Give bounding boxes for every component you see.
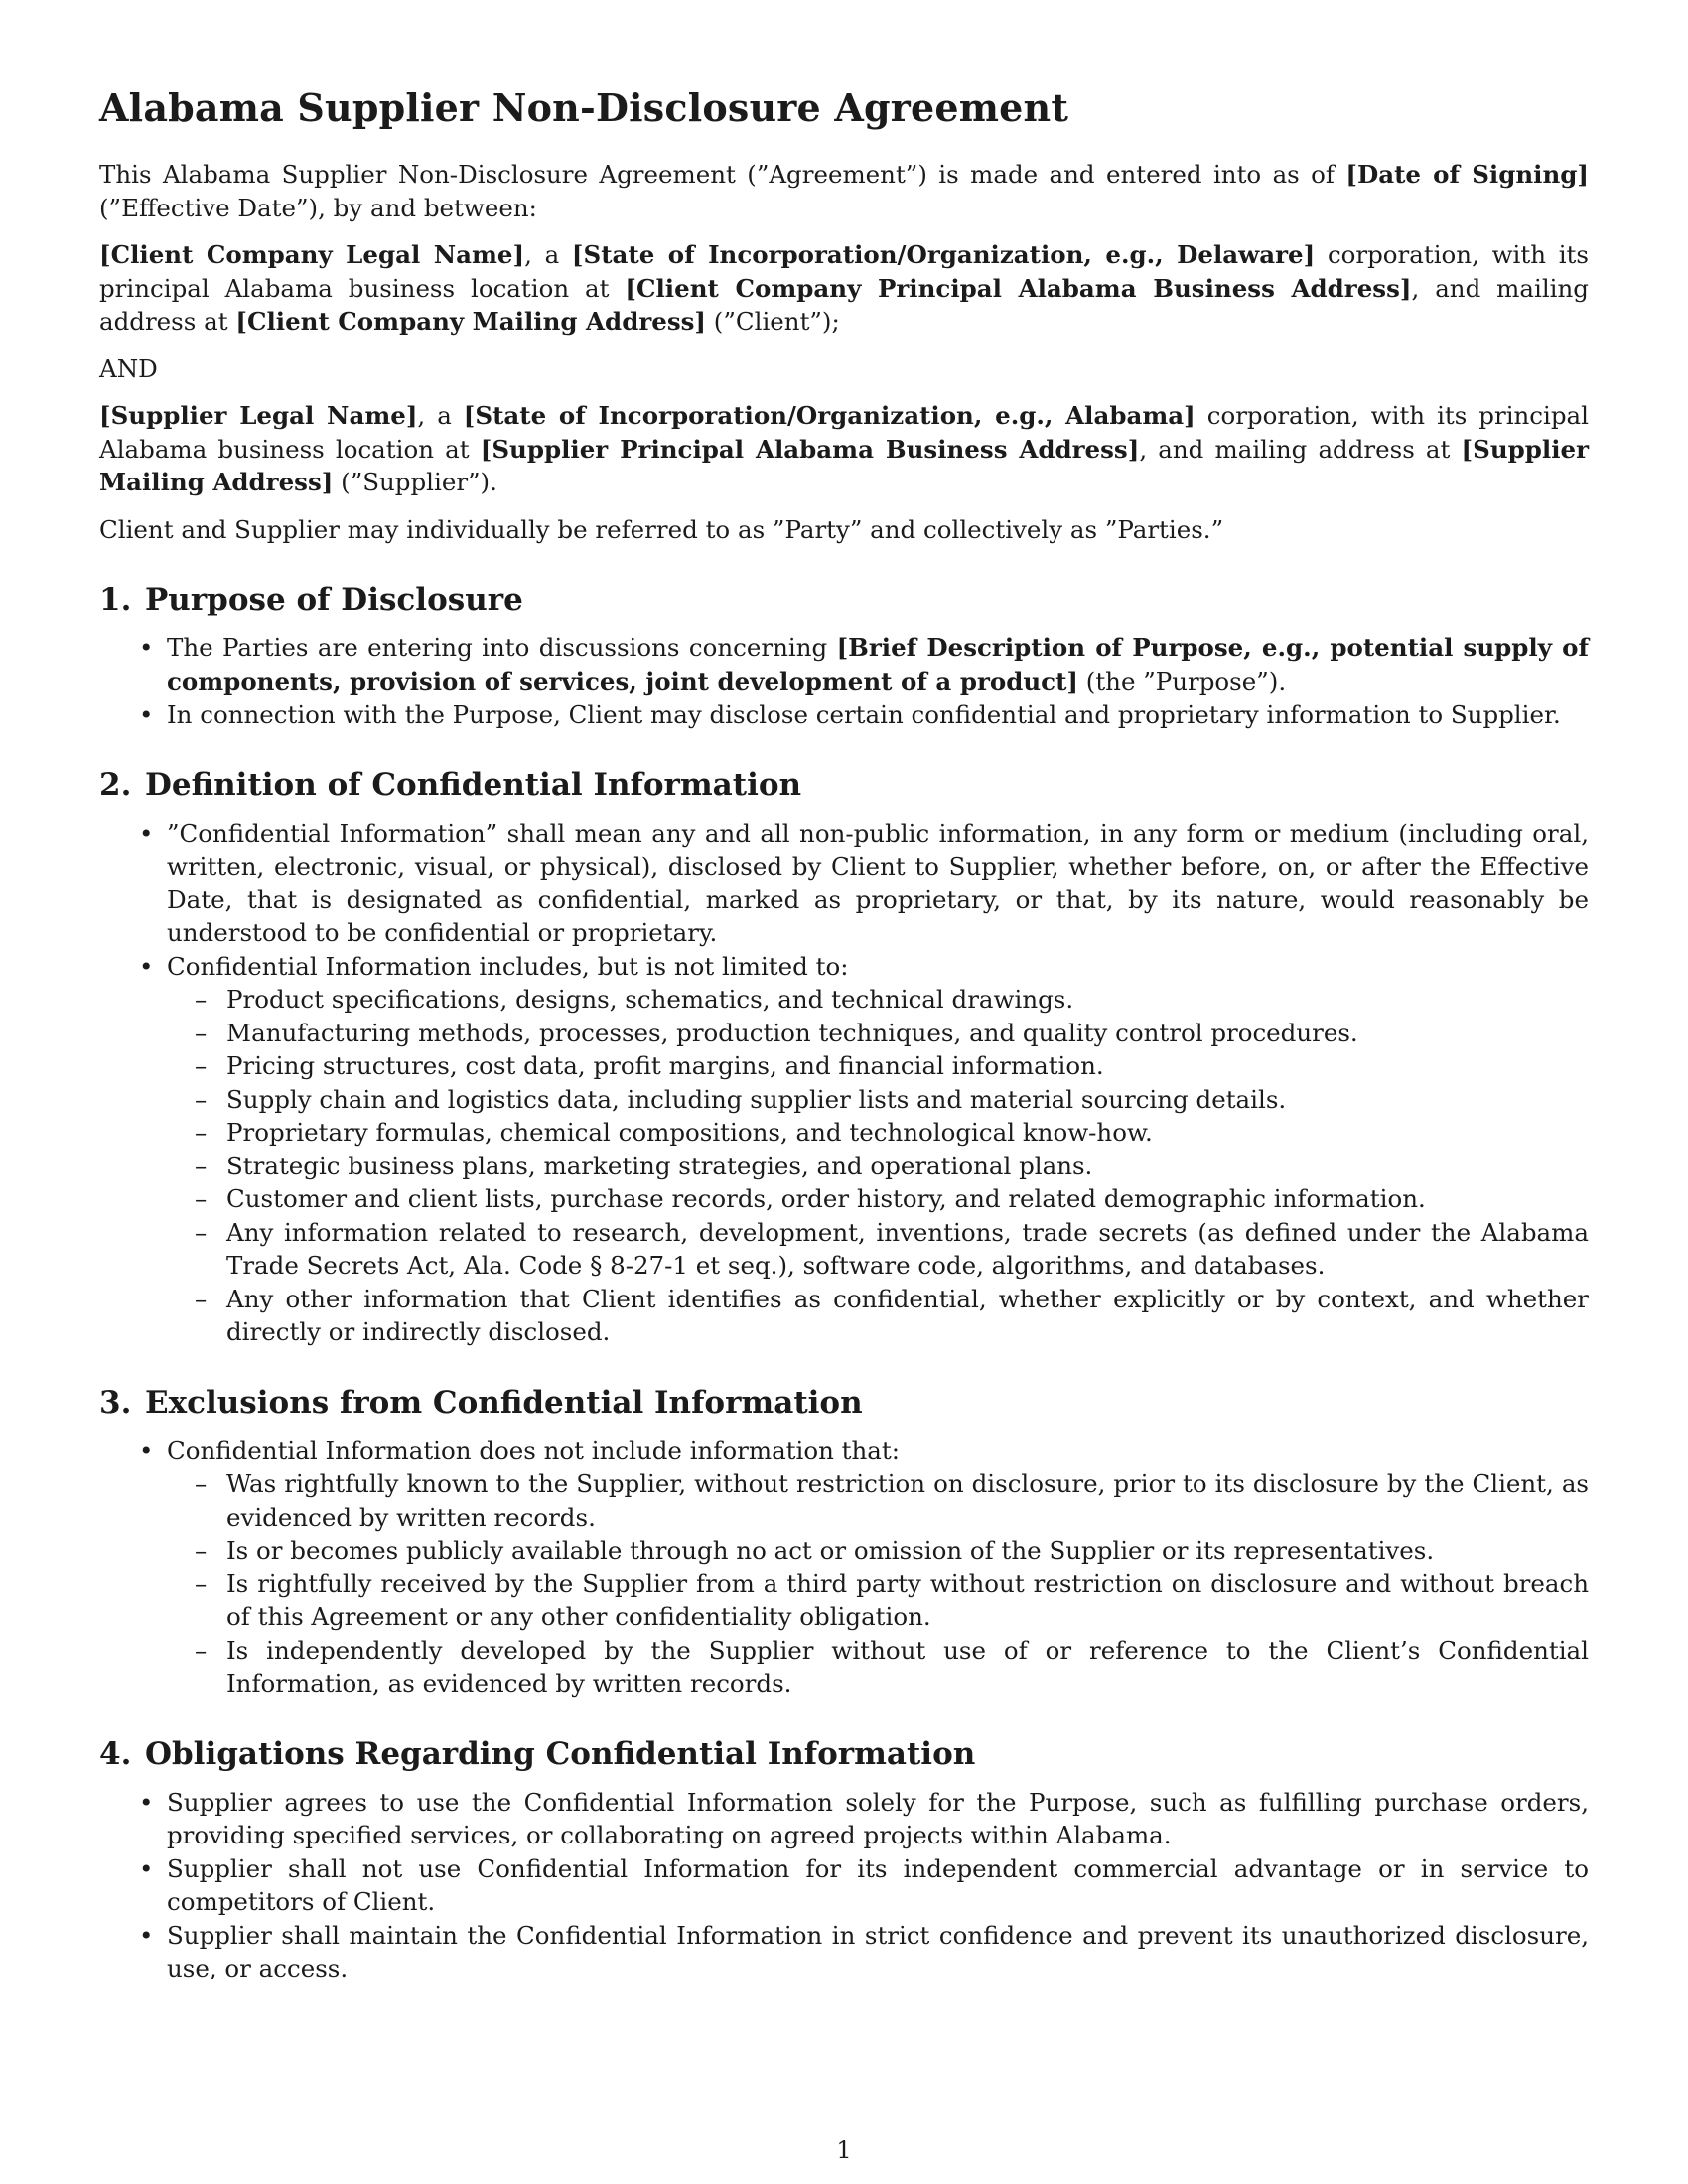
section-title: Definition of Confidential Information xyxy=(145,766,802,803)
client-text-3: , and mailing address at xyxy=(99,273,1589,336)
date-of-signing-placeholder: [Date of Signing] xyxy=(1345,160,1589,189)
list-item: • Supplier agrees to use the Confidential Information solely for the Purpose, such as fulfilling purchase orders, providing specified services, or collaborating on agreed projects within Alabama. xyxy=(167,1786,1589,1852)
client-address-placeholder: [Client Company Principal Alabama Business Address] xyxy=(625,273,1412,303)
intro-paragraph xyxy=(99,158,1589,224)
supplier-name-placeholder: [Supplier Legal Name] xyxy=(99,401,418,430)
section-number: 2. xyxy=(99,766,132,803)
supplier-address-placeholder: [Supplier Principal Alabama Business Address] xyxy=(480,434,1140,464)
and-separator: AND xyxy=(99,353,158,383)
section-2-heading xyxy=(99,767,1589,803)
list-item-text: (the ”Purpose”). xyxy=(1077,666,1287,696)
sub-list-item: – Is rightfully received by the Supplier from a third party without restriction on disclosure and without breach of this Agreement or any other confidentiality obligation. xyxy=(226,1568,1589,1634)
section-4-heading xyxy=(99,1736,1589,1772)
supplier-paragraph xyxy=(99,399,1589,499)
sub-list-item: – Strategic business plans, marketing strategies, and operational plans. xyxy=(226,1150,1589,1183)
sub-list-item: – Proprietary formulas, chemical compositions, and technological know-how. xyxy=(226,1116,1589,1150)
intro-text-1: This Alabama Supplier Non-Disclosure Agreement (”Agreement”) is made and entered into as of xyxy=(99,160,1346,189)
sub-list-item: – Supply chain and logistics data, including supplier lists and material sourcing details. xyxy=(226,1083,1589,1117)
page-number: 1 xyxy=(836,2136,852,2164)
client-state-placeholder: [State of Incorporation/Organization, e.g., Delaware] xyxy=(571,240,1316,269)
purpose-placeholder: [Brief Description of Purpose, e.g., potential supply of components, provision of services, joint development of a product] xyxy=(167,633,1589,696)
list-item xyxy=(167,950,1589,1349)
sub-list xyxy=(167,983,1589,1349)
supplier-state-placeholder: [State of Incorporation/Organization, e.g., Alabama] xyxy=(463,401,1196,430)
sub-list-item: – Pricing structures, cost data, profit margins, and financial information. xyxy=(226,1049,1589,1083)
sub-list-item: – Is or becomes publicly available through no act or omission of the Supplier or its representatives. xyxy=(226,1534,1589,1568)
sub-list xyxy=(167,1467,1589,1701)
sub-list-item: – Customer and client lists, purchase records, order history, and related demographic information. xyxy=(226,1182,1589,1216)
sub-list-item: – Any other information that Client identifies as confidential, whether explicitly or by context, and whether directly or indirectly disclosed. xyxy=(226,1283,1589,1349)
section-1-heading xyxy=(99,582,1589,617)
supplier-text-2: corporation, with its principal Alabama business location at xyxy=(99,401,1589,464)
section-number: 3. xyxy=(99,1384,132,1421)
list-item: • Supplier shall not use Confidential Information for its independent commercial advantage or in service to competitors of Client. xyxy=(167,1852,1589,1919)
section-title: Exclusions from Confidential Information xyxy=(145,1384,863,1421)
sub-list-item: – Product specifications, designs, schematics, and technical drawings. xyxy=(226,983,1589,1017)
client-mailing-placeholder: [Client Company Mailing Address] xyxy=(235,307,706,336)
sub-list-item: – Any information related to research, development, inventions, trade secrets (as defined under the Alabama Trade Secrets Act, Ala. Code § 8-27-1 et seq.), software code, algorithms, and databases. xyxy=(226,1216,1589,1283)
list-item-text: The Parties are entering into discussions concerning xyxy=(167,633,837,662)
section-title: Obligations Regarding Confidential Information xyxy=(145,1735,976,1772)
section-4-list xyxy=(99,1786,1589,1985)
sub-list-item: – Was rightfully known to the Supplier, without restriction on disclosure, prior to its disclosure by the Client, as evidenced by written records. xyxy=(226,1467,1589,1534)
section-1-list xyxy=(99,631,1589,732)
section-3-heading xyxy=(99,1385,1589,1421)
intro-text-2: (”Effective Date”), by and between: xyxy=(99,193,537,222)
section-title: Purpose of Disclosure xyxy=(145,582,523,617)
parties-paragraph: Client and Supplier may individually be referred to as ”Party” and collectively as ”Parties.” xyxy=(99,514,1224,544)
supplier-text-4: (”Supplier”). xyxy=(333,468,497,496)
list-item-text: Confidential Information does not include information that: xyxy=(167,1435,901,1465)
list-item xyxy=(167,1434,1589,1701)
client-text-4: (”Client”); xyxy=(706,307,840,336)
list-item xyxy=(167,631,1589,698)
section-2-list xyxy=(99,817,1589,1349)
list-item: • ”Confidential Information” shall mean any and all non-public information, in any form or medium (including oral, written, electronic, visual, or physical), disclosed by Client to Supplier, whether before, on, or after the Effective Date, that is designated as confidential, marked as proprietary, or that, by its nature, would reasonably be understood to be confidential or proprietary. xyxy=(167,817,1589,950)
sub-list-item: – Manufacturing methods, processes, production techniques, and quality control procedures. xyxy=(226,1017,1589,1050)
client-name-placeholder: [Client Company Legal Name] xyxy=(99,240,525,269)
client-text-2: corporation, with its principal Alabama business location at xyxy=(99,240,1589,303)
supplier-mailing-placeholder: [Supplier Mailing Address] xyxy=(99,434,1590,496)
sub-list-item: – Is independently developed by the Supplier without use of or reference to the Client’s Confidential Information, as evidenced by written records. xyxy=(226,1634,1589,1701)
list-item-text: Confidential Information includes, but is not limited to: xyxy=(167,951,849,981)
supplier-text-3: , and mailing address at xyxy=(1139,434,1462,464)
document-title: Alabama Supplier Non-Disclosure Agreement xyxy=(99,85,1069,130)
section-number: 1. xyxy=(99,582,132,617)
list-item: • In connection with the Purpose, Client may disclose certain confidential and proprietary information to Supplier. xyxy=(167,698,1589,732)
section-3-list xyxy=(99,1434,1589,1701)
client-paragraph xyxy=(99,238,1589,339)
list-item: • Supplier shall maintain the Confidential Information in strict confidence and prevent its unauthorized disclosure, use, or access. xyxy=(167,1919,1589,1985)
supplier-text-1: , a xyxy=(417,401,464,430)
client-text-1: , a xyxy=(524,240,572,269)
section-number: 4. xyxy=(99,1735,132,1772)
